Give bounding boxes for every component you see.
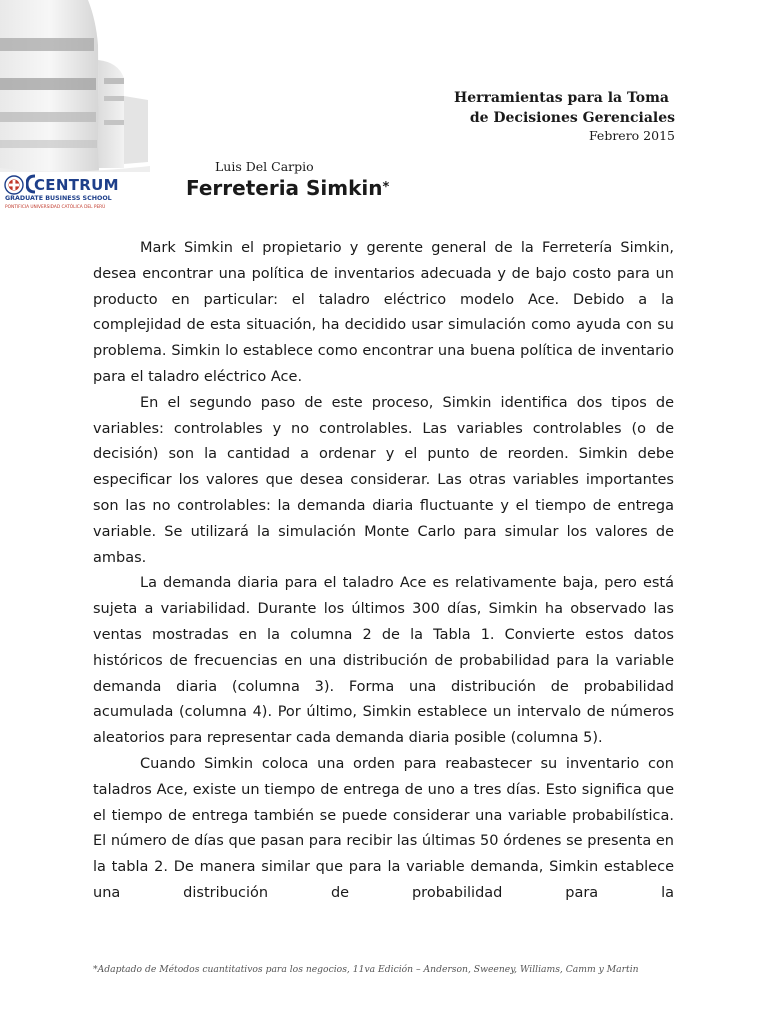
paragraph-1: Mark Simkin el propietario y gerente general de la Ferretería Simkin, desea encontrar una política de inventarios adecuada y de bajo costo para un producto en particular: el taladro eléctrico modelo Ace. Debido a la complejidad de esta situación, ha decidido usar simulación como ayuda con su problema. Simkin lo establece como encontrar una buena política de inventario para el taladro eléctrico Ace. bbox=[93, 240, 674, 385]
course-header bbox=[454, 88, 675, 144]
footnote-marker: * bbox=[382, 180, 390, 195]
author-name: Luis Del Carpio bbox=[215, 159, 314, 174]
course-title-line1: Herramientas para la Toma bbox=[454, 90, 669, 106]
course-title-line2: de Decisiones Gerenciales bbox=[469, 110, 675, 126]
logo-subtitle: GRADUATE BUSINESS SCHOOL bbox=[5, 195, 112, 202]
paragraph-4: Cuando Simkin coloca una orden para reabastecer su inventario con taladros Ace, existe un tiempo de entrega de uno a tres días. Esto significa que el tiempo de entrega también se puede considerar una variable probabilística. El número de días que pasan para recibir las últimas 50 órdenes se presenta en la tabla 2. De manera similar que para la variable demanda, Simkin establece una distribución de probabilidad para la bbox=[93, 755, 674, 901]
university-emblem-icon bbox=[4, 175, 24, 195]
logo-brand: CENTRUM bbox=[34, 176, 119, 194]
document-body bbox=[93, 236, 674, 907]
centrum-logo bbox=[4, 174, 144, 216]
building-image bbox=[0, 0, 160, 172]
footnote: *Adaptado de Métodos cuantitativos para los negocios, 11va Edición – Anderson, Sweeney, Williams, Camm y Martin bbox=[93, 964, 639, 975]
logo-university: PONTIFICIA UNIVERSIDAD CATÓLICA DEL PERÚ bbox=[5, 205, 106, 210]
document-title bbox=[186, 176, 389, 200]
course-date: Febrero 2015 bbox=[588, 128, 675, 143]
paragraph-2: En el segundo paso de este proceso, Simkin identifica dos tipos de variables: controlables y no controlables. Las variables controlables (o de decisión) son la cantidad a ordenar y el punto de reorden. Simkin debe especificar los valores que desea considerar. Las otras variables importantes son las no controlables: la demanda diaria fluctuante y el tiempo de entrega variable. Se utilizará la simulación Monte Carlo para simular los valores de ambas. bbox=[93, 394, 674, 566]
paragraph-3: La demanda diaria para el taladro Ace es relativamente baja, pero está sujeta a variabilidad. Durante los últimos 300 días, Simkin ha observado las ventas mostradas en la columna 2 de la Tabla 1. Convierte estos datos históricos de frecuencias en una distribución de probabilidad para la variable demanda diaria (columna 3). Forma una distribución de probabilidad acumulada (columna 4). Por último, Simkin establece un intervalo de números aleatorios para representar cada demanda diaria posible (columna 5). bbox=[93, 575, 674, 747]
document-title-text: Ferreteria Simkin bbox=[186, 176, 383, 200]
